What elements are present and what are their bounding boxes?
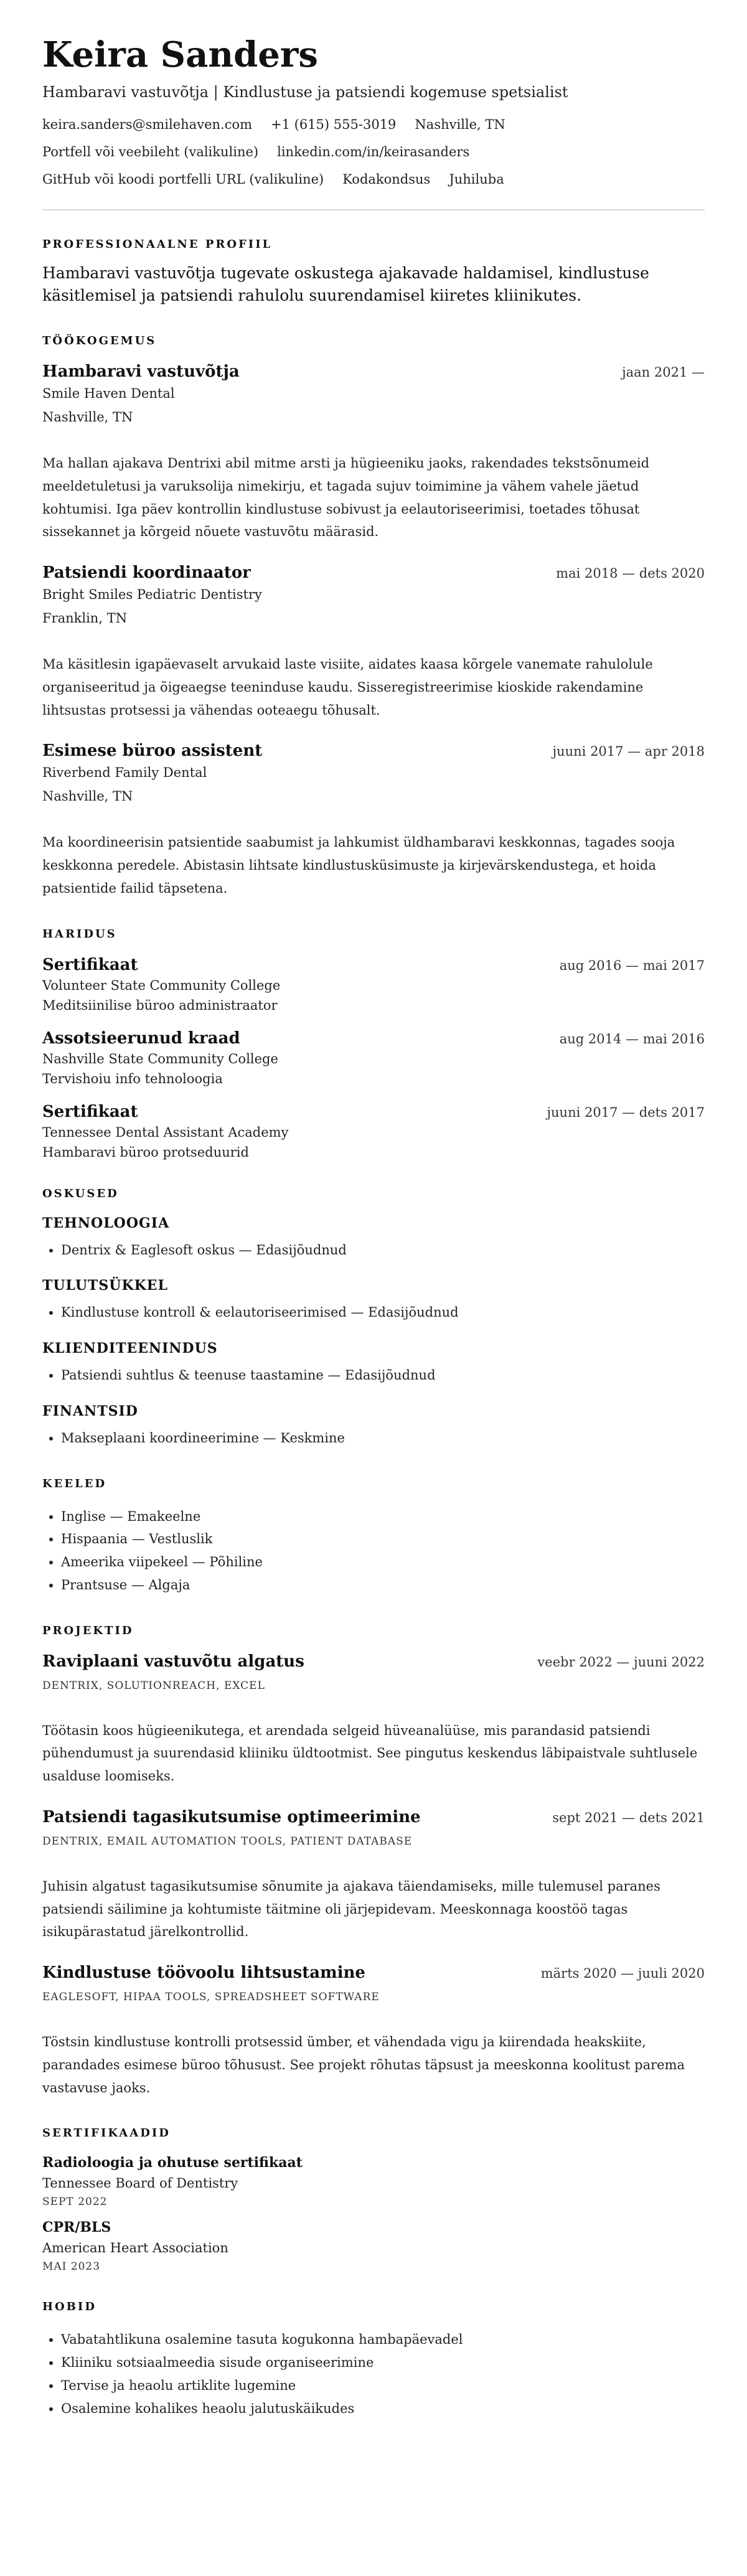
school: Volunteer State Community College: [42, 977, 281, 993]
job-dates: jaan 2021 —: [622, 365, 705, 380]
certification-issuer: Tennessee Board of Dentistry: [42, 2176, 238, 2191]
education-entry: [42, 956, 705, 1013]
skill-item: • Dentrix & Eaglesoft oskus — Edasijõudnud: [61, 1239, 705, 1262]
profile-section: [42, 238, 705, 308]
job-title: Patsiendi koordinaator: [42, 563, 251, 583]
hobby-item: • Kliiniku sotsiaalmeedia sisude organiseerimine: [61, 2351, 705, 2374]
school: Nashville State Community College: [42, 1051, 278, 1066]
job-title: Esimese büroo assistent: [42, 741, 263, 761]
language-item: • Ameerika viipekeel — Põhiline: [61, 1551, 705, 1574]
field-of-study: Meditsiinilise büroo administraator: [42, 997, 278, 1013]
skill-list: [42, 1301, 705, 1324]
section-title: SERTIFIKAADID: [42, 2127, 171, 2140]
section-title: PROJEKTID: [42, 1624, 134, 1637]
section-title: KEELED: [42, 1477, 107, 1490]
project-tech: DENTRIX, SOLUTIONREACH, EXCEL: [42, 1679, 265, 1692]
skill-category: FINANTSID: [42, 1403, 138, 1419]
skill-item: • Patsiendi suhtlus & teenuse taastamine — Edasijõudnud: [61, 1364, 705, 1387]
candidate-name: Keira Sanders: [42, 34, 318, 75]
experience-entry: [42, 741, 705, 900]
skill-category: KLIENDITEENINDUS: [42, 1340, 218, 1357]
skill-list: [42, 1427, 705, 1450]
project-description: Töstsin kindlustuse kontrolli protsessid ümber, et vähendada vigu ja kiirendada heakskiite, parandades esimese büroo tõhusust. See projekt rõhutas täpsust ja meeskonna koolitust parema vastavuse jaoks.: [42, 2034, 685, 2095]
section-title: PROFESSIONAALNE PROFIIL: [42, 237, 273, 251]
education-dates: juuni 2017 — dets 2017: [547, 1104, 705, 1120]
project-tech: DENTRIX, EMAIL AUTOMATION TOOLS, PATIENT DATABASE: [42, 1835, 413, 1848]
education-entry: [42, 1029, 705, 1086]
project-name: Kindlustuse töövoolu lihtsustamine: [42, 1963, 365, 1983]
job-dates: mai 2018 — dets 2020: [556, 566, 705, 581]
github-link[interactable]: GitHub või koodi portfelli URL (valikuline): [42, 171, 324, 187]
certification-entry: [42, 2219, 705, 2273]
school: Tennessee Dental Assistant Academy: [42, 1124, 289, 1140]
certifications-section: [42, 2127, 705, 2273]
degree: Sertifikaat: [42, 955, 138, 974]
project-entry: [42, 1808, 705, 1944]
employer: Smile Haven Dental: [42, 386, 175, 402]
language-item: • Hispaania — Vestluslik: [61, 1528, 705, 1551]
hobby-item: • Vabatahtlikuna osalemine tasuta kogukonna hambapäevadel: [61, 2328, 705, 2351]
degree: Assotsieerunud kraad: [42, 1028, 240, 1048]
experience-entry: [42, 362, 705, 543]
job-description: Ma koordineerisin patsientide saabumist ja lahkumist üldhambaravi keskkonnas, tagades sooja keskkonna peredele. Abistasin lihtsate kindlustusküsimuste ja kirjevärskendustega, et hoida patsientide failid täpsetena.: [42, 835, 675, 896]
degree: Sertifikaat: [42, 1102, 138, 1121]
certification-name: Radioloogia ja ohutuse sertifikaat: [42, 2155, 303, 2171]
skill-item: • Makseplaani koordineerimine — Keskmine: [61, 1427, 705, 1450]
phone-number: +1 (615) 555-3019: [271, 116, 397, 132]
resume-header: [42, 36, 705, 187]
employer: Bright Smiles Pediatric Dentistry: [42, 587, 262, 603]
job-description: Ma hallan ajakava Dentrixi abil mitme arsti ja hügieeniku jaoks, rakendades tekstsõnumeid meeldetuletusi ja varuksolija nimekirju, et tagada sujuv toimimine ja vähem vahele jäetud kohtumisi. Iga päev kontrollin kindlustuse sobivust ja eelautoriseerimisi, toetades tõhusat sissekannet ja kõrgeid nõuete vastuvõtu määrasid.: [42, 456, 650, 540]
certification-date: MAI 2023: [42, 2260, 101, 2273]
section-title: TÖÖKOGEMUS: [42, 334, 157, 348]
project-name: Raviplaani vastuvõtu algatus: [42, 1652, 304, 1671]
project-dates: sept 2021 — dets 2021: [552, 1810, 705, 1825]
job-location: Nashville, TN: [42, 410, 133, 425]
experience-section: [42, 334, 705, 900]
email-link[interactable]: keira.sanders@smilehaven.com: [42, 116, 253, 132]
profile-summary: Hambaravi vastuvõtja tugevate oskustega ajakavade haldamisel, kindlustuse käsitlemisel ja patsiendi rahulolu suurendamisel kiiretes kliinikutes.: [42, 263, 649, 304]
project-dates: veebr 2022 — juuni 2022: [537, 1654, 705, 1670]
project-entry: [42, 1963, 705, 2099]
project-dates: märts 2020 — juuli 2020: [540, 1966, 705, 1981]
citizenship-text: Kodakondsus: [342, 171, 431, 187]
certification-entry: [42, 2155, 705, 2208]
linkedin-link[interactable]: linkedin.com/in/keirasanders: [277, 144, 470, 159]
skill-category: TULUTSÜKKEL: [42, 1277, 168, 1294]
job-dates: juuni 2017 — apr 2018: [552, 744, 705, 759]
header-divider: [42, 209, 705, 210]
skill-list: [42, 1239, 705, 1262]
skill-list: [42, 1364, 705, 1387]
contact-row-3: [42, 172, 705, 187]
hobby-item: • Tervise ja heaolu artiklite lugemine: [61, 2374, 705, 2397]
project-tech: EAGLESOFT, HIPAA TOOLS, SPREADSHEET SOFTWARE: [42, 1991, 380, 2004]
candidate-headline: Hambaravi vastuvõtja | Kindlustuse ja patsiendi kogemuse spetsialist: [42, 83, 568, 101]
language-item: • Inglise — Emakeelne: [61, 1505, 705, 1528]
education-dates: aug 2016 — mai 2017: [559, 957, 705, 973]
project-entry: [42, 1652, 705, 1788]
skill-category: TEHNOLOOGIA: [42, 1215, 170, 1231]
language-list: [42, 1505, 705, 1597]
hobby-item: • Osalemine kohalikes heaolu jalutuskäikudes: [61, 2397, 705, 2420]
skills-section: [42, 1187, 705, 1450]
language-item: • Prantsuse — Algaja: [61, 1574, 705, 1597]
contact-row-2: [42, 144, 705, 159]
certification-issuer: American Heart Association: [42, 2240, 228, 2256]
section-title: HARIDUS: [42, 927, 117, 941]
education-dates: aug 2014 — mai 2016: [559, 1031, 705, 1046]
education-entry: [42, 1102, 705, 1160]
experience-entry: [42, 563, 705, 722]
certification-name: CPR/BLS: [42, 2219, 111, 2236]
section-title: HOBID: [42, 2300, 96, 2314]
projects-section: [42, 1624, 705, 2100]
job-location: Nashville, TN: [42, 789, 133, 804]
job-description: Ma käsitlesin igapäevaselt arvukaid laste visiite, aidates kaasa kõrgele vanemate rahulolule organiseeritud ja õigeaegse teeninduse kaudu. Sisseregistreerimise kioskide rakendamine lihtsustas protsessi ja vähendas ooteaegu tõhusalt.: [42, 657, 653, 718]
skill-item: • Kindlustuse kontroll & eelautoriseerimised — Edasijõudnud: [61, 1301, 705, 1324]
portfolio-link[interactable]: Portfell või veebileht (valikuline): [42, 144, 259, 159]
job-title: Hambaravi vastuvõtja: [42, 362, 240, 382]
hobbies-section: [42, 2300, 705, 2420]
section-title: OSKUSED: [42, 1187, 119, 1200]
job-location: Franklin, TN: [42, 611, 128, 626]
certification-date: SEPT 2022: [42, 2196, 108, 2209]
project-description: Töötasin koos hügieenikutega, et arendada selgeid hüveanalüüse, mis parandasid patsiendi pühendumust ja suurendasid kliiniku üldtootmist. See pingutus keskendus läbipaistvale suhtlusele usalduse loomiseks.: [42, 1723, 698, 1784]
field-of-study: Hambaravi büroo protseduurid: [42, 1144, 249, 1160]
hobby-list: [42, 2328, 705, 2420]
project-name: Patsiendi tagasikutsumise optimeerimine: [42, 1807, 421, 1826]
location-text: Nashville, TN: [415, 116, 505, 132]
employer: Riverbend Family Dental: [42, 765, 207, 781]
languages-section: [42, 1477, 705, 1597]
project-description: Juhisin algatust tagasikutsumise sõnumite ja ajakava täiendamiseks, mille tulemusel paranes patsiendi säilimine ja kohtumiste täitmine oli järjepidevam. Meeskonnaga koostöö tagas isikupärastatud järelkontrollid.: [42, 1878, 660, 1940]
field-of-study: Tervishoiu info tehnoloogia: [42, 1071, 223, 1086]
contact-row-1: [42, 117, 705, 132]
drivers-license-text: Juhiluba: [449, 171, 504, 187]
education-section: [42, 928, 705, 1160]
